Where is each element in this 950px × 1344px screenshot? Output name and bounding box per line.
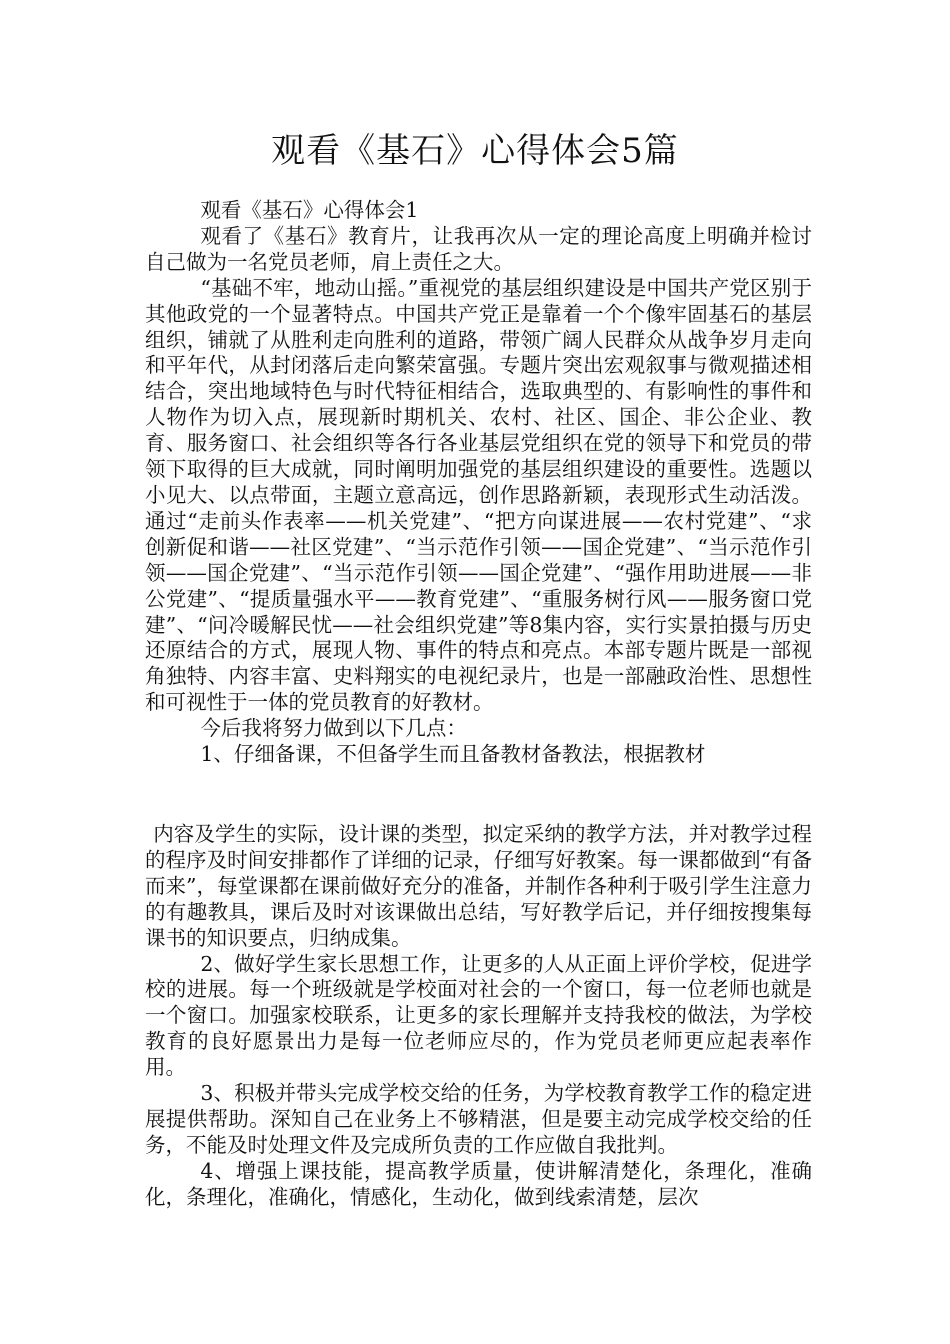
text-block-1 (145, 198, 812, 768)
paragraph-point-1-continued: 内容及学生的实际，设计课的类型，拟定采纳的教学方法，并对教学过程的程序及时间安排都作了详细的记录，仔细写好教案。每一课都做到“有备而来”，每堂课都在课前做好充分的准备，并制作各种利于吸引学生注意力的有趣教具，课后及时对该课做出总结，写好教学后记，并仔细按搜集每课书的知识要点，归纳成集。 (145, 822, 812, 950)
paragraph-point-3: 3、积极并带头完成学校交给的任务，为学校教育教学工作的稳定进展提供帮助。深知自己在业务上不够精湛，但是要主动完成学校交给的任务，不能及时处理文件及完成所负责的工作应做自我批判。 (145, 1081, 812, 1157)
paragraph-main: “基础不牢，地动山摇。”重视党的基层组织建设是中国共产党区别于其他政党的一个显著特点。中国共产党正是靠着一个个像牢固基石的基层组织，铺就了从胜利走向胜利的道路，带领广阔人民群众从战争岁月走向和平年代，从封闭落后走向繁荣富强。专题片突出宏观叙事与微观描述相结合，突出地域特色与时代特征相结合，选取典型的、有影响性的事件和人物作为切入点，展现新时期机关、农村、社区、国企、非公企业、教育、服务窗口、社会组织等各行各业基层党组织在党的领导下和党员的带领下取得的巨大成就，同时阐明加强党的基层组织建设的重要性。选题以小见大、以点带面，主题立意高远，创作思路新颖，表现形式生动活泼。通过“走前头作表率——机关党建”、“把方向谋进展——农村党建”、“求创新促和谐——社区党建”、“当示范作引领——国企党建”、“当示范作引领——国企党建”、“当示范作引领——国企党建”、“强作用助进展——非公党建”、“提质量强水平——教育党建”、“重服务树行风——服务窗口党建”、“问冷暖解民忧——社会组织党建”等8集内容，实行实景拍摄与历史还原结合的方式，展现人物、事件的特点和亮点。本部专题片既是一部视角独特、内容丰富、史料翔实的电视纪录片，也是一部融政治性、思想性和可视性于一体的党员教育的好教材。 (145, 275, 812, 715)
section-heading: 观看《基石》心得体会1 (200, 198, 419, 222)
paragraph-point-4: 4、增强上课技能，提高教学质量，使讲解清楚化，条理化，准确化，条理化，准确化，情感化，生动化，做到线索清楚，层次 (145, 1158, 812, 1209)
document-title: 观看《基石》心得体会5篇 (271, 131, 679, 171)
paragraph-point-2: 2、做好学生家长思想工作，让更多的人从正面上评价学校，促进学校的进展。每一个班级就是学校面对社会的一个窗口，每一位老师也就是一个窗口。加强家校联系，让更多的家长理解并支持我校的做法，为学校教育的良好愿景出力是每一位老师应尽的，作为党员老师更应起表率作用。 (145, 951, 812, 1080)
paragraph-intro: 观看了《基石》教育片，让我再次从一定的理论高度上明确并检讨自己做为一名党员老师，肩上责任之大。 (145, 223, 812, 274)
text-block-2 (145, 822, 812, 1211)
paragraph-plan-lead: 今后我将努力做到以下几点： (200, 716, 467, 741)
paragraph-point-1-start: 1、仔细备课，不但备学生而且备教材备教法，根据教材 (200, 742, 706, 767)
